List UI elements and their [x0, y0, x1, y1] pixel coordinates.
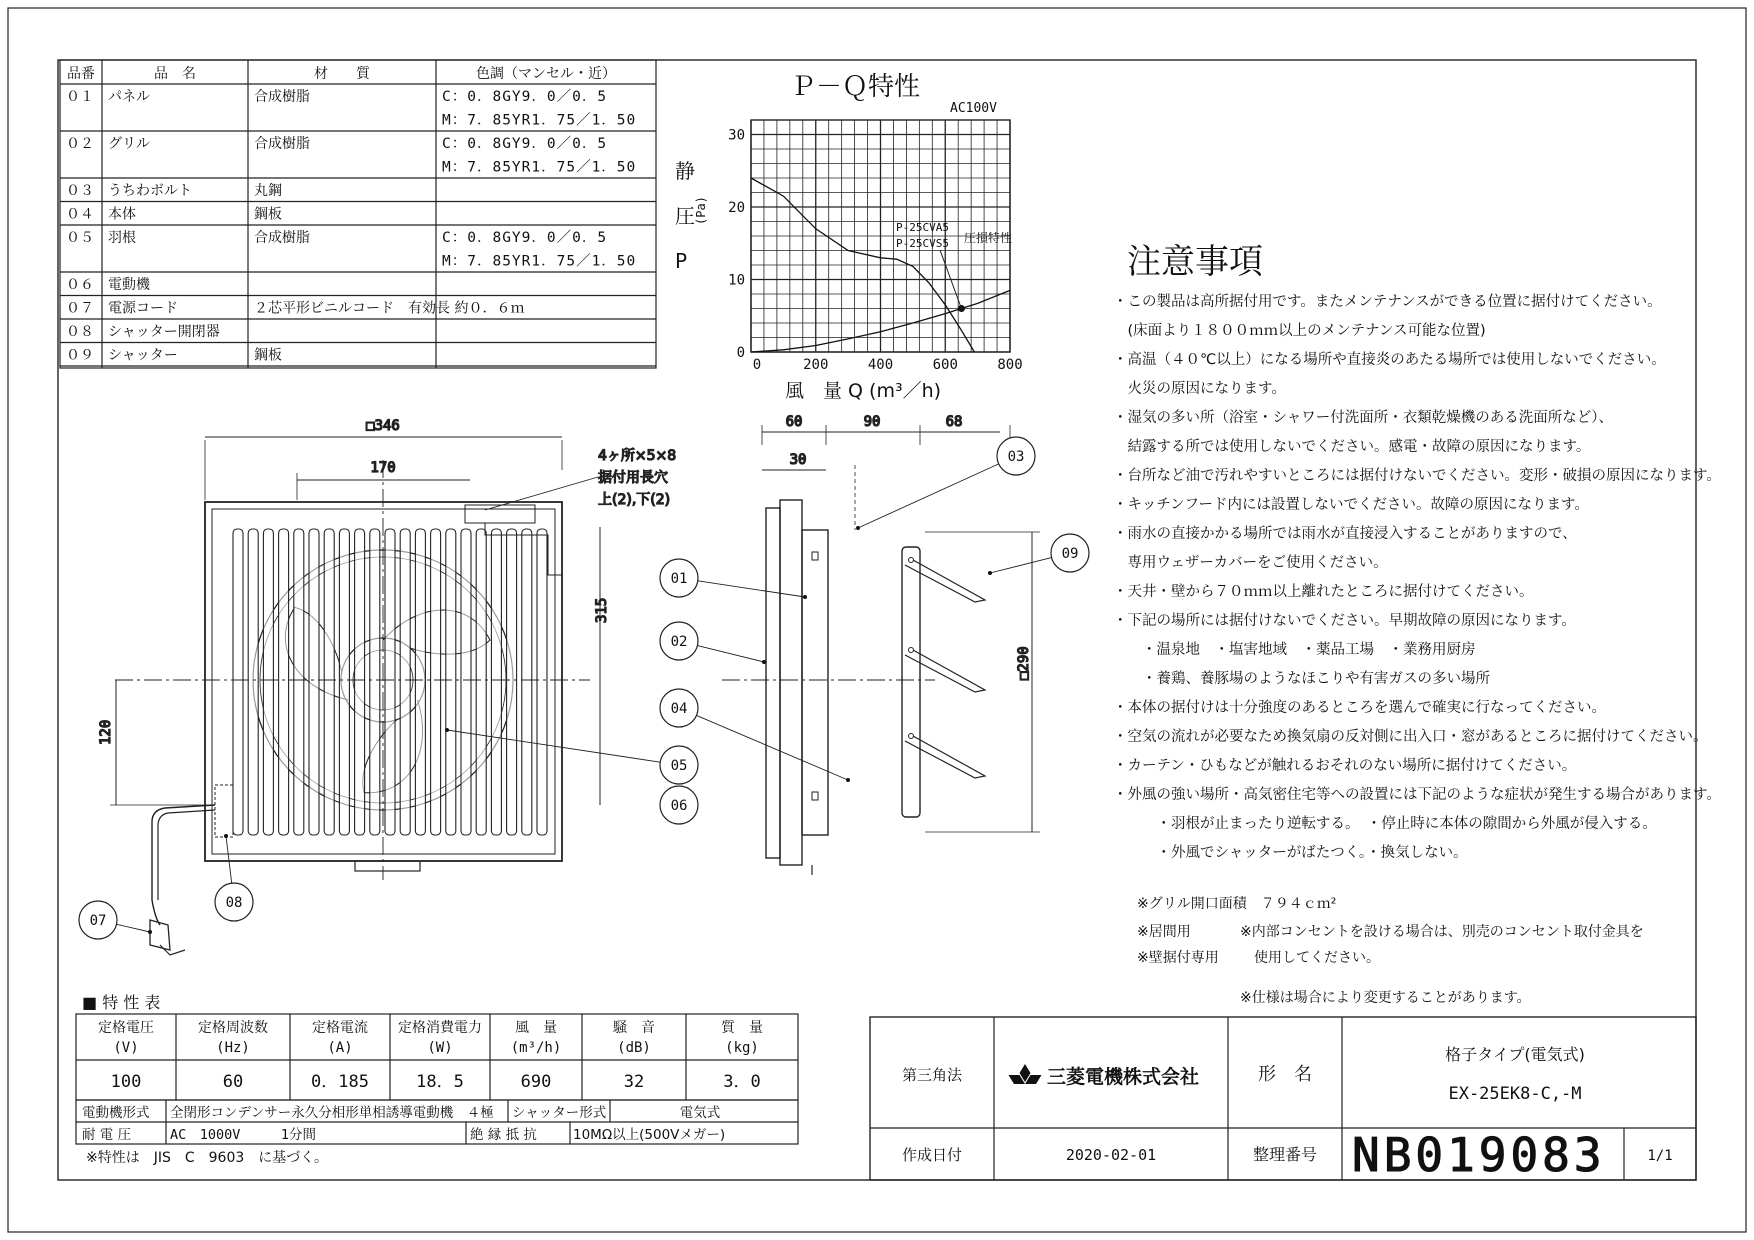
note-line: ・養鶏、養豚場のようなほこりや有害ガスの多い場所	[1113, 671, 1490, 687]
part-material: 鋼板	[254, 206, 282, 223]
part-name: 電源コード	[108, 300, 178, 317]
parts-header: 材 質	[314, 66, 370, 82]
pq-chart	[675, 72, 1023, 402]
side-grille	[780, 500, 802, 865]
x-tick-label: 0	[752, 357, 762, 373]
model-label: 形 名	[1258, 1064, 1312, 1085]
front-view	[98, 418, 676, 955]
parts-header: 色調（マンセル・近）	[476, 66, 616, 82]
series-label: 圧損特性	[964, 231, 1013, 245]
y-axis-unit: (Pa)	[694, 196, 708, 225]
shutter-frame	[902, 547, 920, 817]
part-name: 羽根	[108, 230, 136, 246]
spec-value: 100	[110, 1072, 142, 1092]
note-line: ・キッチンフード内には設置しないでください。故障の原因になります。	[1113, 497, 1589, 513]
y-tick-label: 30	[728, 127, 745, 144]
dim-width: □346	[366, 418, 400, 434]
spec-header: 定格周波数	[198, 1020, 268, 1036]
note-line: ・雨水の直接かかる場所では雨水が直接浸入することがありますので、	[1113, 526, 1577, 542]
fan-blade	[352, 693, 444, 808]
side-view	[722, 414, 1040, 875]
spec-header: 定格電流	[312, 1020, 368, 1036]
part-material: 合成樹脂	[254, 230, 310, 246]
x-tick-label: 600	[932, 357, 958, 373]
callout-label: 03	[1007, 449, 1025, 465]
hole-note: 上(2),下(2)	[598, 492, 671, 508]
outlet-note-2: 使用してください。	[1240, 950, 1380, 966]
dim-d4: 30	[789, 452, 807, 468]
shutter-switch	[215, 785, 233, 837]
title-block	[870, 1017, 1696, 1182]
note-line: 専用ウェザーカバーをご使用ください。	[1113, 555, 1388, 571]
dim-shutter: □290	[1016, 646, 1032, 680]
callout-label: 04	[670, 701, 688, 717]
grille-bar	[415, 529, 425, 835]
voltage-label: 耐 電 圧	[82, 1127, 132, 1143]
part-name: 電動機	[108, 277, 150, 293]
grille-bar	[370, 529, 380, 835]
note-line: ・下記の場所には据付けないでください。早期故障の原因になります。	[1113, 613, 1576, 629]
part-color: M：7．85YR1．75／1．50	[442, 253, 637, 270]
notes-list	[1113, 288, 1721, 868]
spec-value: 0．185	[311, 1072, 369, 1092]
grille-bar	[309, 529, 319, 835]
x-tick-label: 800	[997, 357, 1023, 373]
part-number: ０１	[66, 89, 94, 105]
spec-unit: (V)	[113, 1040, 139, 1056]
y-tick-label: 10	[728, 272, 745, 289]
spec-table	[76, 993, 798, 1166]
spec-unit: (kg)	[725, 1040, 759, 1056]
dim-center: 170	[370, 460, 396, 476]
model-type: 格子タイプ(電気式)	[1445, 1045, 1585, 1064]
callout-label: 08	[225, 895, 243, 911]
y-tick-label: 20	[728, 200, 745, 216]
part-name: パネル	[108, 89, 150, 105]
note-line: ・羽根が止まったり逆転する。 ・停止時に本体の隙間から外風が侵入する。	[1113, 816, 1657, 832]
note-line: ・外風でシャッターがばたつく。・換気しない。	[1113, 845, 1468, 861]
part-name: 本体	[108, 206, 136, 223]
grille-bar	[507, 529, 517, 835]
series-label: P-25CVA5	[896, 221, 949, 234]
grille-bar	[248, 529, 258, 835]
part-material: 合成樹脂	[254, 136, 310, 152]
grille-bar	[446, 529, 456, 835]
shutter-blade	[905, 650, 985, 692]
mitsubishi-logo-icon	[1009, 1064, 1042, 1084]
part-material: ２芯平形ビニルコード 有効長 約０．６ｍ	[254, 300, 525, 317]
shutter-value: 電気式	[679, 1105, 721, 1121]
spec-unit: (Hz)	[216, 1040, 250, 1056]
spec-value: 690	[520, 1072, 552, 1092]
outlet-note-1: ※内部コンセントを設ける場合は、別売のコンセント取付金具を	[1240, 924, 1644, 940]
side-body	[802, 530, 828, 835]
y-axis-label: 静	[675, 159, 695, 183]
dim-cord: 120	[98, 719, 114, 745]
grille-bar	[522, 529, 532, 835]
spec-change-note: ※仕様は場合により変更することがあります。	[1240, 990, 1531, 1006]
grille-bar	[461, 529, 471, 835]
grille-bar	[233, 529, 243, 835]
shutter-blade	[905, 736, 985, 778]
side-panel	[766, 508, 780, 858]
callout-label: 01	[670, 571, 688, 587]
note-line: ・温泉地 ・塩害地域 ・薬品工場 ・業務用厨房	[1113, 642, 1476, 658]
model-name: EX-25EK8-C,-M	[1448, 1084, 1582, 1104]
spec-header: 定格消費電力	[398, 1020, 482, 1036]
drawing-number: NB019083	[1352, 1128, 1606, 1182]
grille-bar	[324, 529, 334, 835]
sheet-number: 1/1	[1647, 1148, 1673, 1164]
spec-value: 18．5	[416, 1072, 464, 1092]
spec-value: 60	[222, 1072, 244, 1092]
part-material: 鋼板	[254, 347, 282, 364]
use-note-1: ※居間用	[1137, 924, 1191, 940]
motor-value: 全閉形コンデンサー永久分相形単相誘導電動機 ４極	[170, 1105, 494, 1121]
callout-label: 09	[1061, 546, 1079, 562]
note-line: ・湿気の多い所（浴室・シャワー付洗面所・衣類乾燥機のある洗面所など）、	[1113, 410, 1613, 426]
part-color: M：7．85YR1．75／1．50	[442, 159, 637, 176]
shutter-label: シャッター形式	[512, 1105, 607, 1121]
note-line: 火災の原因になります。	[1113, 381, 1286, 397]
note-line: ・本体の据付けは十分強度のあるところを選んで確実に行なってください。	[1113, 700, 1606, 716]
note-line: ・高温（４０℃以上）になる場所や直接炎のあたる場所では使用しないでください。	[1113, 352, 1666, 368]
part-name: シャッター	[108, 347, 178, 364]
callout-label: 07	[89, 913, 107, 929]
hole-note: 据付用長穴	[598, 470, 668, 486]
callout-label: 05	[670, 758, 688, 774]
callouts	[79, 437, 1089, 939]
grille-bar	[537, 529, 547, 835]
part-color: M：7．85YR1．75／1．50	[442, 112, 637, 129]
grille-bar	[385, 529, 395, 835]
part-name: グリル	[108, 136, 150, 152]
notes-title: 注意事項	[1127, 242, 1263, 282]
note-line: 結露する所では使用しないでください。感電・故障の原因になります。	[1113, 439, 1591, 455]
chart-title: Ｐ－Ｑ特性	[790, 72, 921, 102]
x-axis-label: 風 量 Q (m³／h)	[785, 380, 942, 402]
grille-area-note: ※グリル開口面積 ７９４ｃｍ²	[1137, 896, 1337, 912]
y-tick-label: 0	[736, 345, 745, 361]
part-number: ０６	[66, 277, 94, 293]
grille-bar	[355, 529, 365, 835]
part-color: C：0．8GY9．0／0．5	[442, 89, 608, 105]
company-name: 三菱電機株式会社	[1046, 1066, 1200, 1088]
grille-bar	[491, 529, 501, 835]
part-number: ０４	[66, 206, 94, 223]
spec-header: 風 量	[515, 1020, 557, 1036]
spec-title: ■ 特 性 表	[82, 993, 161, 1012]
spec-unit: (W)	[427, 1040, 453, 1056]
parts-header: 品番	[67, 66, 95, 82]
motor-label: 電動機形式	[82, 1105, 150, 1121]
series-label: P-25CVS5	[896, 237, 949, 250]
grille-bar	[279, 529, 289, 835]
part-color: C：0．8GY9．0／0．5	[442, 230, 608, 246]
grille-bar	[476, 529, 486, 835]
bottom-tab	[355, 861, 420, 871]
grille-bar	[294, 529, 304, 835]
spec-header: 定格電圧	[98, 1020, 154, 1036]
grille-bar	[400, 529, 410, 835]
part-number: ０９	[66, 347, 94, 364]
dim-d2: 90	[863, 414, 881, 430]
callout-label: 02	[670, 634, 688, 650]
insulation-label: 絶 縁 抵 抗	[470, 1127, 537, 1143]
note-line: ・天井・壁から７０ｍｍ以上離れたところに据付けてください。	[1113, 584, 1534, 600]
spec-value: 3．0	[723, 1072, 761, 1092]
grille-bar	[339, 529, 349, 835]
spec-value: 32	[623, 1072, 645, 1092]
y-axis-label: P	[675, 249, 688, 273]
y-axis-label: 圧	[675, 204, 695, 228]
x-tick-label: 400	[867, 357, 894, 373]
callout-label: 06	[670, 798, 688, 814]
voltage-value: AC 1000V 1分間	[170, 1127, 317, 1143]
grille-bar	[431, 529, 441, 835]
parts-table	[60, 60, 656, 368]
spec-header: 騒 音	[613, 1020, 655, 1036]
note-line: ・空気の流れが必要なため換気扇の反対側に出入口・窓があるところに据付けてください。	[1113, 729, 1708, 745]
date-label: 作成日付	[901, 1146, 963, 1164]
dim-d1: 60	[785, 414, 803, 430]
date-value: 2020-02-01	[1065, 1146, 1157, 1164]
note-line: (床面より１８００ｍｍ以上のメンテナンス可能な位置)	[1113, 323, 1486, 339]
part-number: ０２	[66, 136, 94, 152]
dim-height: 315	[594, 597, 610, 623]
part-color: C：0．8GY9．0／0．5	[442, 136, 608, 152]
parts-header: 品 名	[154, 66, 196, 82]
dim-d3: 68	[945, 414, 963, 430]
spec-unit: (dB)	[617, 1040, 651, 1056]
part-number: ０７	[66, 300, 94, 317]
chart-subtitle: AC100V	[950, 101, 997, 116]
spec-header: 質 量	[721, 1020, 763, 1036]
note-line: ・この製品は高所据付用です。またメンテナンスができる位置に据付けてください。	[1113, 294, 1662, 310]
part-material: 丸鋼	[254, 183, 282, 199]
spec-note: ※特性は JIS C 9603 に基づく。	[86, 1150, 328, 1166]
spec-unit: (m³/h)	[510, 1040, 562, 1056]
insulation-value: 10MΩ以上(500Vメガー)	[573, 1127, 726, 1143]
part-name: シャッター開閉器	[108, 324, 220, 340]
shutter-blade	[905, 560, 985, 602]
part-number: ０３	[66, 183, 94, 199]
part-number: ０８	[66, 324, 94, 340]
projection-label: 第三角法	[901, 1066, 963, 1084]
note-line: ・外風の強い場所・高気密住宅等への設置には下記のような症状が発生する場合があります。	[1113, 787, 1721, 803]
note-line: ・カーテン・ひもなどが触れるおそれのない場所に据付けてください。	[1113, 758, 1577, 774]
part-number: ０５	[66, 230, 94, 246]
spec-unit: (A)	[327, 1040, 353, 1056]
hole-note: 4ヶ所×5×8	[598, 448, 677, 464]
shutter-switch-housing	[465, 505, 535, 523]
part-name: うちわボルト	[108, 183, 192, 199]
grille-bar	[263, 529, 273, 835]
part-material: 合成樹脂	[254, 89, 310, 105]
use-note-2: ※壁据付専用	[1137, 950, 1219, 966]
note-line: ・台所など油で汚れやすいところには据付けないでください。変形・破損の原因になります。	[1113, 468, 1721, 484]
x-tick-label: 200	[803, 357, 829, 373]
number-label: 整理番号	[1252, 1145, 1318, 1164]
